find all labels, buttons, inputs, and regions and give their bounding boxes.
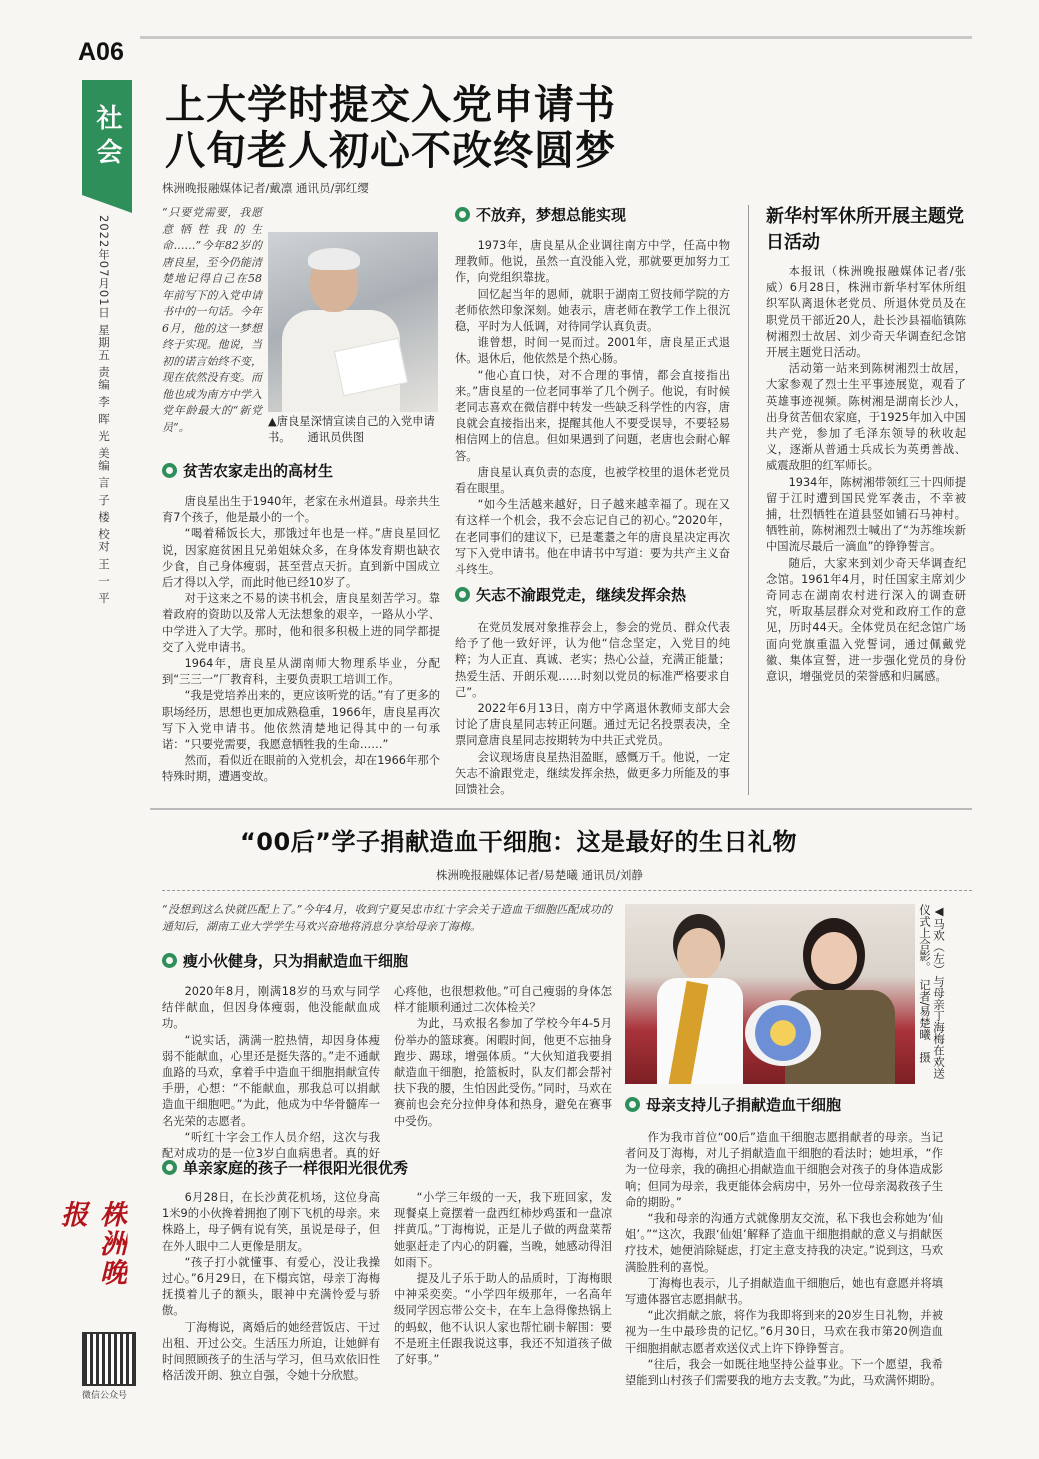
subhead-bullet-icon xyxy=(455,587,470,602)
qr-code-label: 微信公众号 xyxy=(82,1391,128,1401)
story1-subhead-3-text: 矢志不渝跟党走，继续发挥余热 xyxy=(476,586,687,604)
paragraph: “小学三年级的一天，我下班回家，发现餐桌上竟摆着一盘西红柿炒鸡蛋和一盘凉拌黄瓜。”丁海梅说，正是儿子做的两盘菜帮她驱赶走了内心的阴霾，当晚，她感动得泪如雨下。 xyxy=(394,1191,612,1269)
story2-section-3-body xyxy=(625,1130,943,1389)
paragraph: 提及儿子乐于助人的品质时，丁海梅眼中神采奕奕。“小学四年级那年，一名高年级同学因忘带公交卡，在车上急得像热锅上的蚂蚁，他不认识人家也帮忙刷卡解围：要不是班主任跟我说这事，我还不知道孩子做了好事。” xyxy=(394,1272,612,1367)
paragraph: 对于这来之不易的读书机会，唐良星刻苦学习。靠着政府的资助以及常人无法想象的艰辛，一路从小学、中学进入了大学。那时，他和很多积极上进的同学都提交了入党申请书。 xyxy=(162,592,440,654)
story2-subhead-2-text: 单亲家庭的孩子一样很阳光很优秀 xyxy=(183,1159,409,1177)
paragraph: 唐良星出生于1940年，老家在永州道县。母亲共生育7个孩子，他是最小的一个。 xyxy=(162,495,440,525)
story2-subhead-3-text: 母亲支持儿子捐献造血干细胞 xyxy=(646,1096,842,1114)
qr-code-icon[interactable] xyxy=(82,1332,136,1386)
paragraph: “孩子打小就懂事、有爱心，没让我操过心。”6月29日，在下榻宾馆，母亲丁海梅抚摸着儿子的额头，眼神中充满怜爱与骄傲。 xyxy=(162,1255,380,1318)
paragraph: “喝着稀饭长大，那饿过年也是一样。”唐良星回忆说，因家庭贫困且兄弟姐妹众多，在身体发育期也缺衣少食，自己身体瘦弱，甚至营点天折。直到新中国成立后才得以入学，而此时他已经10岁了。 xyxy=(162,527,440,590)
paragraph: 本报讯（株洲晚报融媒体记者/张威）6月28日，株洲市新华村军休所组织军队离退休老党员、所退休党员及在职党员干部近20人，赴长沙县福临镇陈树湘烈士故居、刘少奇天华调查纪念馆开展主题党日活动。 xyxy=(766,265,966,360)
story1-byline: 株洲晚报融媒体记者/戴凛 通讯员/郭红缨 xyxy=(162,181,369,195)
top-rule xyxy=(140,36,972,39)
paragraph: “如今生活越来越好，日子越来越幸福了。现在又有这样一个机会，我不会忘记自己的初心。”2020年，在老同事们的建议下，已是耄耋之年的唐良星决定再次写下入党申请书。他在申请书中写道：要为共产主义奋斗终生。 xyxy=(455,498,730,577)
paragraph: 2020年8月，刚满18岁的马欢与同学结伴献血，但因身体瘦弱，他没能献血成功。 xyxy=(162,985,380,1031)
story1-photo-caption: ▲唐良星深情宣读自己的入党申请书。 通讯员供图 xyxy=(268,415,435,444)
story2-byline: 株洲晚报融媒体记者/易楚曦 通讯员/刘静 xyxy=(436,868,643,882)
story1-headline xyxy=(165,82,616,174)
paragraph: 活动第一站来到陈树湘烈士故居，大家参观了烈士生平事迹展览，观看了英雄事迹视频。陈树湘是湖南长沙人，出身贫苦佃农家庭，于1925年加入中国共产党，参加了毛泽东领导的秋收起义，逐渐从普通士兵成长为英勇善战、威震敌胆的红军师长。 xyxy=(766,362,966,473)
paragraph: “往后，我会一如既往地坚持公益事业。下一个愿望，我希望能到山村孩子们需要我的地方去支教。”为此，马欢满怀期盼。 xyxy=(625,1357,943,1388)
story2-headline: “00后”学子捐献造血干细胞：这是最好的生日礼物 xyxy=(240,828,797,856)
section-label: 社会 xyxy=(82,80,132,195)
sidebar-headline: 新华村军休所开展主题党日活动 xyxy=(766,206,964,253)
story1-headline-line2: 八旬老人初心不改终圆梦 xyxy=(165,128,616,174)
paragraph: 丁海梅说，离婚后的她经营饭店、干过出租、开过公交。生活压力所迫，让她鲜有时间照顾孩子的生活与学习，但马欢依旧性格活泼开朗、独立自强，令她十分欣慰。 xyxy=(162,1320,380,1383)
paragraph: 1934年，陈树湘带领红三十四师提留于江时遭到国民党军袭击，不幸被捕，壮烈牺牲在道县竖如铺石马神村。牺牲前，陈树湘烈士喊出了“为苏维埃新中国流尽最后一滴血”的铮铮誓言。 xyxy=(766,475,966,554)
section-label-tail xyxy=(82,195,132,213)
story1-headline-line1: 上大学时提交入党申请书 xyxy=(165,82,616,128)
story1-subhead-1-text: 贫苦农家走出的高材生 xyxy=(183,462,334,480)
paragraph: 在党员发展对象推荐会上，参会的党员、群众代表给予了他一致好评，认为他“信念坚定，入党目的纯粹；为人正直、真诚、老实；热心公益，充满正能量；热爱生活、开朗乐观……时刻以党员的标准严格要求自己”。 xyxy=(455,621,730,699)
sidebar-body xyxy=(766,264,966,685)
story1-section-1-body xyxy=(162,494,440,786)
story2-subhead-3 xyxy=(625,1094,841,1115)
paragraph: 1973年，唐良星从企业调往南方中学，任高中物理教师。他说，虽然一直没能入党，那就要更加努力工作，向党组织靠拢。 xyxy=(455,239,730,285)
story2-subhead-1-text: 瘦小伙健身，只为捐献造血干细胞 xyxy=(183,952,409,970)
paragraph: 随后，大家来到刘少奇天华调查纪念馆。1961年4月，时任国家主席刘少奇同志在湖南农村进行深入的调查研究，听取基层群众对党和政府工作的意见，历时44天。全体党员在纪念馆广场面向党旗重温入党誓词，通过佩戴党徽、集体宣誓，进一步强化党员的身份意识，增强党员的荣誉感和归属感。 xyxy=(766,556,966,684)
subhead-bullet-icon xyxy=(625,1097,640,1112)
story1-section-2-body xyxy=(455,238,730,578)
story2-subhead-2 xyxy=(162,1157,408,1178)
paragraph: 唐良星认真负责的态度，也被学校里的退休老党员看在眼里。 xyxy=(455,465,730,496)
story1-photo xyxy=(268,232,438,412)
story2-photo xyxy=(625,904,915,1084)
paragraph: 然而，看似近在眼前的入党机会，却在1966年那个特殊时期，遭遇变故。 xyxy=(162,754,440,784)
story1-subhead-1 xyxy=(162,460,333,481)
story1-intro-quote: “只要党需要，我愿意牺牲我的生命……”今年82岁的唐良星，至今仍能清楚地记得自己在58年前写下的入党申请书中的一句话。今年6月，他的这一梦想终于实现。他说，当初的诺言始终不变，现在依然没有变。而他也成为南方中学入党年龄最大的“新党员”。 xyxy=(162,206,262,434)
paragraph: “我是党培养出来的，更应该听党的话。”有了更多的职场经历，思想也更加成熟稳重，1966年，唐良星再次写下入党申请书。他依然清楚地记得其中的一句承诺：“只要党需要，我愿意牺牲我的生命……” xyxy=(162,689,440,752)
page-number: A06 xyxy=(78,38,124,66)
story1-subhead-2-text: 不放弃，梦想总能实现 xyxy=(476,206,627,224)
paragraph: 谁曾想，时间一晃而过。2001年，唐良星正式退休。退休后，他依然是个热心肠。 xyxy=(455,336,730,366)
newspaper-logo: 株洲晚报 xyxy=(56,1200,126,1287)
story1-subhead-2 xyxy=(455,204,626,225)
paragraph: 为此，马欢报名参加了学校今年4-5月份举办的篮球赛。闲暇时间，他更不忘抽身跑步、踢球，增强体质。“大伙知道我要捐献造血干细胞，抢篮板时，队友们都会帮衬扶下我的腰，生怕因此受伤。”同时，马欢在赛前也会充分拉伸身体和热身，避免在赛事中受伤。 xyxy=(394,1017,612,1128)
subhead-bullet-icon xyxy=(162,953,177,968)
issue-info: 2022年07月01日 星期五 责编 李 晖 光 美编 言 子 楼 校对 王 一 平 xyxy=(97,215,111,605)
paragraph: 会议现场唐良星热泪盈眶，感慨万千。他说，一定矢志不渝跟党走，继续发挥余热，做更多力所能及的事回馈社会。 xyxy=(455,750,730,797)
subhead-bullet-icon xyxy=(455,207,470,222)
paragraph: 2022年6月13日，南方中学离退休教师支部大会讨论了唐良星同志转正问题。通过无记名投票表决，全票同意唐良星同志按期转为中共正式党员。 xyxy=(455,702,730,748)
story2-intro-quote: “没想到这么快就匹配上了。”今年4月，收到宁夏吴忠市红十字会关于造血干细胞匹配成功的通知后，湖南工业大学学生马欢兴奋地将消息分享给母亲丁海梅。 xyxy=(162,903,612,933)
paragraph: “我和母亲的沟通方式就像朋友交流，私下我也会称她为‘仙姐’。”“这次，我跟‘仙姐’解释了造血干细胞捐献的意义与捐献医疗技术，她便消除疑虑，打定主意支持我的决定。”说到这，马欢满脸胜利的喜悦。 xyxy=(625,1212,943,1274)
paragraph: 丁海梅也表示，儿子捐献造血干细胞后，她也有意愿并将填写遗体器官志愿捐献书。 xyxy=(625,1276,943,1307)
byline-rule xyxy=(162,890,972,892)
story2-subhead-1 xyxy=(162,950,408,971)
paragraph: “此次捐献之旅，将作为我即将到来的20岁生日礼物，并被视为一生中最珍贵的记忆。”6月30日，马欢在我市第20例造血干细胞捐献志愿者欢送仪式上许下铮铮誓言。 xyxy=(625,1309,943,1355)
story-separator xyxy=(150,808,972,810)
story1-section-3-body xyxy=(455,620,730,798)
paragraph: 6月28日，在长沙黄花机场，这位身高1米9的小伙搀着拥抱了刚下飞机的母亲。来株路上，母子俩有说有笑，虽说是母子，但在外人眼中二人更像是朋友。 xyxy=(162,1191,380,1253)
paragraph: “说实话，满满一腔热情，却因身体瘦弱不能献血，心里还是挺失落的。”走不通献血路的马欢，拿着手中造血干细胞捐献宣传手册，心想：“不能献血，那我总可以捐献造血干细胞吧。”为此，他成为中华骨髓库一名光荣的志愿者。 xyxy=(162,1033,380,1128)
paragraph: “他心直口快，对不合理的事情，都会直接指出来。”唐良星的一位老同事举了几个例子。他说，有时候老同志喜欢在微信群中转发一些缺乏科学性的内容，唐良就会直接指出来，提醒其他人不要受误导，不要轻易相信网上的信息。但如果遇到了问题，老唐也会耐心解答。 xyxy=(455,368,730,463)
story2-section-2-body xyxy=(162,1190,612,1384)
subhead-bullet-icon xyxy=(162,463,177,478)
story2-section-1-body xyxy=(162,984,612,1162)
paragraph: “听红十字会工作人员介绍，这次与我配对成功的是一位3岁白血病患者。真的好心疼他，也很想救他。”可自己瘦弱的身体怎样才能顺利通过二次体检关？ xyxy=(162,985,612,1161)
paragraph: 作为我市首位“00后”造血干细胞志愿捐献者的母亲。当记者问及丁海梅，对儿子捐献造血干细胞的看法时；她坦承，“作为一位母亲，我的确担心捐献造血干细胞会对孩子的身体造成影响；但同为母亲，我更能体会病房中，另外一位母亲渴救孩子生命的期盼。” xyxy=(625,1131,943,1209)
paragraph: 回忆起当年的恩师，就职于湖南工贸技师学院的方老师依然印象深刻。她表示，唐老师在教学工作上很沉稳，平时为人低调，对待同学认真负责。 xyxy=(455,287,730,334)
story2-photo-caption: ◀马欢（左）与母亲丁海梅在欢送仪式上合影。 记者/易楚曦 摄 xyxy=(918,904,946,1079)
subhead-bullet-icon xyxy=(162,1160,177,1175)
column-divider xyxy=(748,205,749,795)
paragraph: 1964年，唐良星从湖南师大物理系毕业，分配到“三三一”厂教育科，主要负责职工培训工作。 xyxy=(162,657,440,687)
story1-subhead-3 xyxy=(455,584,686,605)
